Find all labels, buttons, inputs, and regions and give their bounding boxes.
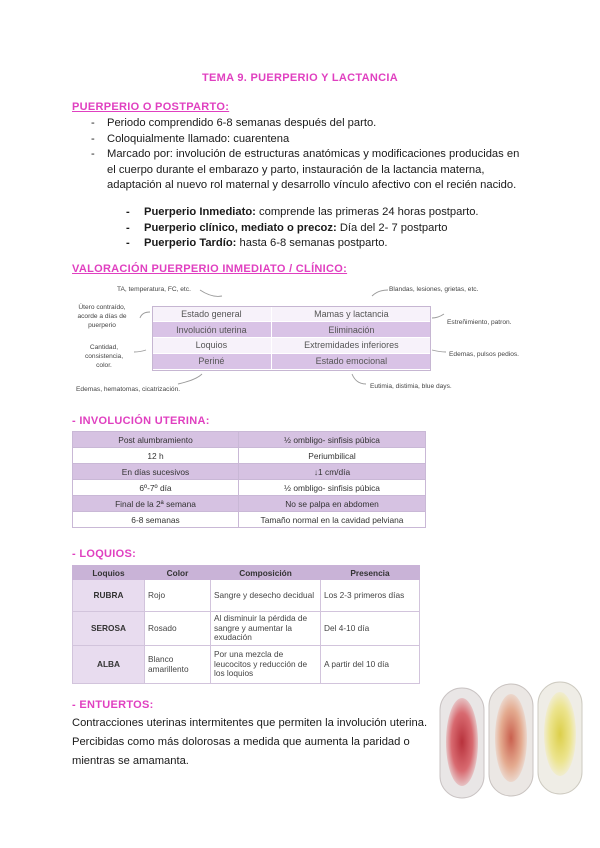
note-eliminacion: Estreñimiento, patron. — [447, 319, 512, 326]
table-row: SEROSA Rosado Al disminuir la pérdida de sangre y aumentar la exudación Del 4-10 día — [73, 612, 420, 646]
valoracion-cell: Periné — [152, 353, 271, 369]
arrow — [200, 290, 222, 296]
arrow — [178, 374, 202, 384]
note-perine: Edemas, hematomas, cicatrización. — [76, 386, 181, 393]
valoracion-cell: Involución uterina — [152, 322, 271, 338]
valoracion-cell: Mamas y lactancia — [271, 306, 431, 322]
valoracion-cell: Eliminación — [271, 322, 431, 338]
pad-rubra — [440, 688, 484, 798]
col-header: Loquios — [73, 566, 145, 580]
arrow — [432, 350, 446, 352]
table-row: 6º-7º día ½ ombligo- sinfisis púbica — [73, 480, 426, 496]
arrow — [352, 374, 366, 384]
valoracion-cell: Extremidades inferiores — [271, 338, 431, 354]
valoracion-cell: Estado general — [152, 306, 271, 322]
list-item: - Marcado por: involución de estructuras anatómicas y modificaciones producidas en el cuerpo durante el embarazo y parto, instauración de la lactancia materna, adaptación al nuevo rol maternal y desarrollo vínculo afectivo con el recién nacido. — [91, 147, 531, 194]
table-row: En días sucesivos ↓1 cm/día — [73, 464, 426, 480]
note-mamas: Blandas, lesiones, grietas, etc. — [389, 286, 479, 293]
valoracion-frame — [152, 306, 431, 371]
phase-item: - Puerperio Inmediato: comprende las primeras 24 horas postparto. — [126, 205, 546, 221]
table-row: RUBRA Rojo Sangre y desecho decidual Los 2-3 primeros días — [73, 580, 420, 612]
phase-item: - Puerperio Tardío: hasta 6-8 semanas postparto. — [126, 236, 546, 252]
table-row: 6-8 semanas Tamaño normal en la cavidad pelviana — [73, 512, 426, 528]
arrow — [134, 350, 146, 352]
col-header: Presencia — [321, 566, 420, 580]
entuertos-text: Contracciones uterinas intermitentes que permiten la involución uterina. Percibidas como más dolorosas a medida que aumenta la paridad o mientras se amamanta. — [72, 717, 428, 767]
page-title: TEMA 9. PUERPERIO Y LACTANCIA — [202, 72, 398, 84]
involucion-table — [72, 431, 426, 528]
table-header-row — [73, 566, 420, 580]
note-loquios: Cantidad, consistencia, color. — [84, 344, 124, 369]
note-estado-general: TA, temperatura, FC, etc. — [117, 286, 191, 293]
arrow — [432, 314, 444, 318]
valoracion-heading: VALORACIÓN PUERPERIO INMEDIATO / CLÍNICO: — [72, 263, 348, 275]
phase-item: - Puerperio clínico, mediato o precoz: Día del 2- 7 postparto — [126, 221, 546, 237]
pad-serosa — [489, 684, 533, 796]
entuertos-heading: - ENTUERTOS: — [72, 699, 154, 711]
table-row: ALBA Blanco amarillento Por una mezcla de leucocitos y reducción de los loquios A partir del 10 día — [73, 646, 420, 684]
note-extremidades: Edemas, pulsos pedios. — [449, 351, 520, 358]
loquios-heading: - LOQUIOS: — [72, 548, 137, 560]
table-row: Post alumbramiento ½ ombligo- sinfisis púbica — [73, 432, 426, 448]
col-header: Composición — [211, 566, 321, 580]
loquios-pads-image — [438, 680, 586, 800]
note-emocional: Eutimia, distimia, blue days. — [370, 383, 452, 390]
list-item: - Coloquialmente llamado: cuarentena — [91, 132, 531, 148]
table-row: Final de la 2ª semana No se palpa en abdomen — [73, 496, 426, 512]
table-row: 12 h Periumbilical — [73, 448, 426, 464]
involucion-heading: - INVOLUCIÓN UTERINA: — [72, 415, 210, 427]
col-header: Color — [145, 566, 211, 580]
note-involucion: Útero contraído, acorde a días de puerperio — [77, 304, 127, 329]
list-item: - Periodo comprendido 6-8 semanas después del parto. — [91, 116, 531, 132]
valoracion-cell: Loquios — [152, 338, 271, 354]
arrow — [372, 290, 388, 296]
valoracion-cell: Estado emocional — [271, 353, 431, 369]
puerperio-heading: PUERPERIO O POSTPARTO: — [72, 101, 230, 113]
pad-alba — [538, 682, 582, 794]
loquios-table — [72, 565, 420, 684]
